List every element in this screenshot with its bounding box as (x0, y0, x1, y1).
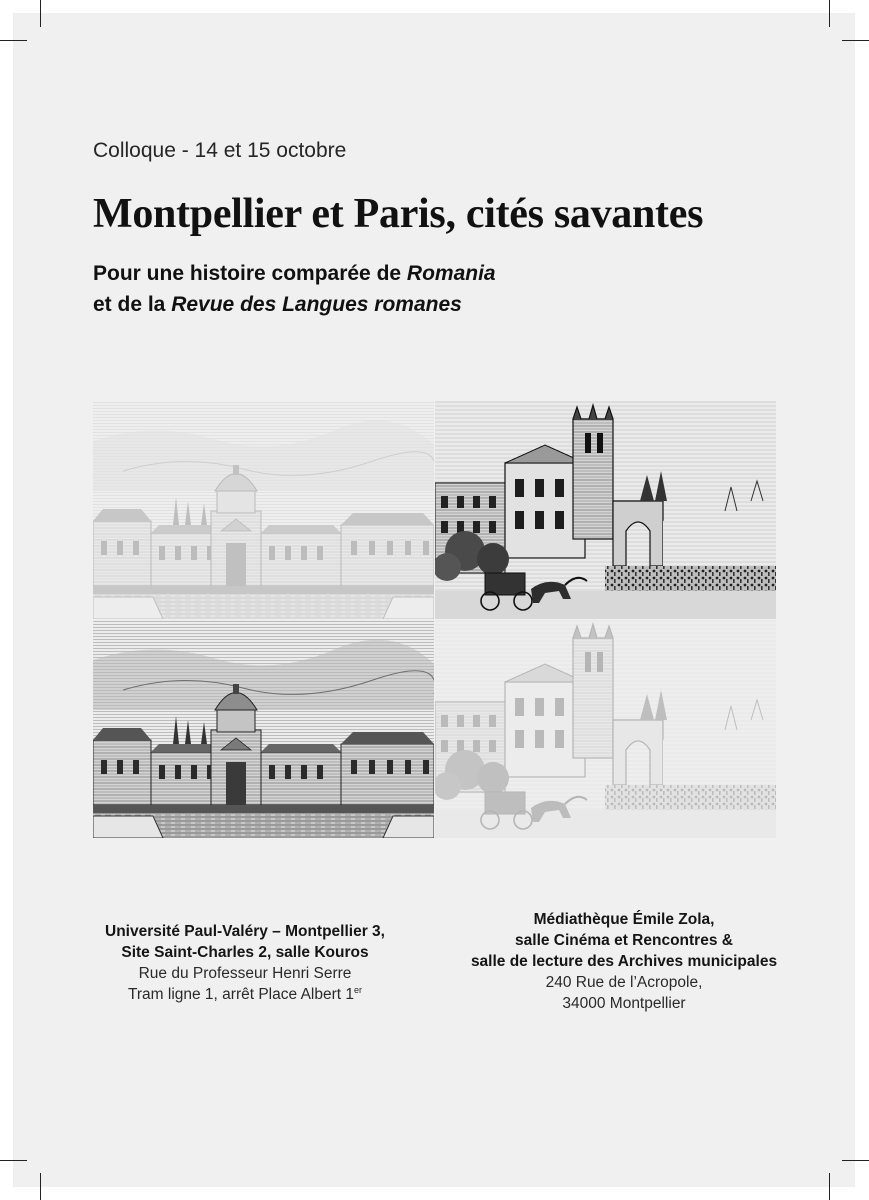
crop-mark-bottom-left-horizontal (0, 1160, 27, 1161)
engraving-institut-faded (93, 401, 434, 619)
venue-2-street: 240 Rue de l’Acropole, (545, 974, 703, 991)
engraving-montpellier-street-faded (435, 620, 776, 838)
crop-mark-bottom-right-horizontal (842, 1160, 869, 1161)
crop-mark-top-right-vertical (829, 0, 830, 27)
venue-2-room-2: salle de lecture des Archives municipales (470, 953, 778, 970)
event-subtitle-line-1 (93, 262, 496, 286)
event-date-line: Colloque - 14 et 15 octobre (93, 139, 347, 162)
engraving-institut (93, 620, 434, 838)
subtitle-1-journal-title: Romania (406, 262, 496, 285)
venue-2-city: 34000 Montpellier (562, 995, 686, 1012)
crop-mark-top-left-vertical (40, 0, 41, 27)
venue-1-tram (75, 984, 415, 1005)
venue-1-street: Rue du Professeur Henri Serre (138, 965, 352, 982)
venue-1-tram-superscript: er (353, 985, 362, 995)
venue-1-tram-text: Tram ligne 1, arrêt Place Albert 1 (127, 986, 354, 1003)
event-subtitle-line-2 (93, 293, 462, 317)
venue-1-room: Site Saint-Charles 2, salle Kouros (121, 944, 369, 961)
subtitle-2-text: et de la (93, 293, 172, 316)
event-title: Montpellier et Paris, cités savantes (93, 191, 704, 237)
subtitle-1-text: Pour une histoire comparée de (93, 262, 407, 285)
crop-mark-top-left-horizontal (0, 40, 27, 41)
engraving-montpellier-street (435, 401, 776, 619)
venue-2-room-1: salle Cinéma et Rencontres & (515, 932, 733, 949)
crop-mark-bottom-left-vertical (40, 1173, 41, 1200)
crop-mark-top-right-horizontal (842, 40, 869, 41)
subtitle-2-journal-title: Revue des Langues romanes (171, 293, 462, 316)
venue-mediatheque (444, 909, 804, 1014)
crop-mark-bottom-right-vertical (829, 1173, 830, 1200)
venue-1-name: Université Paul-Valéry – Montpellier 3, (105, 923, 385, 940)
venue-university (75, 921, 415, 1005)
venue-2-name: Médiathèque Émile Zola, (533, 911, 715, 928)
